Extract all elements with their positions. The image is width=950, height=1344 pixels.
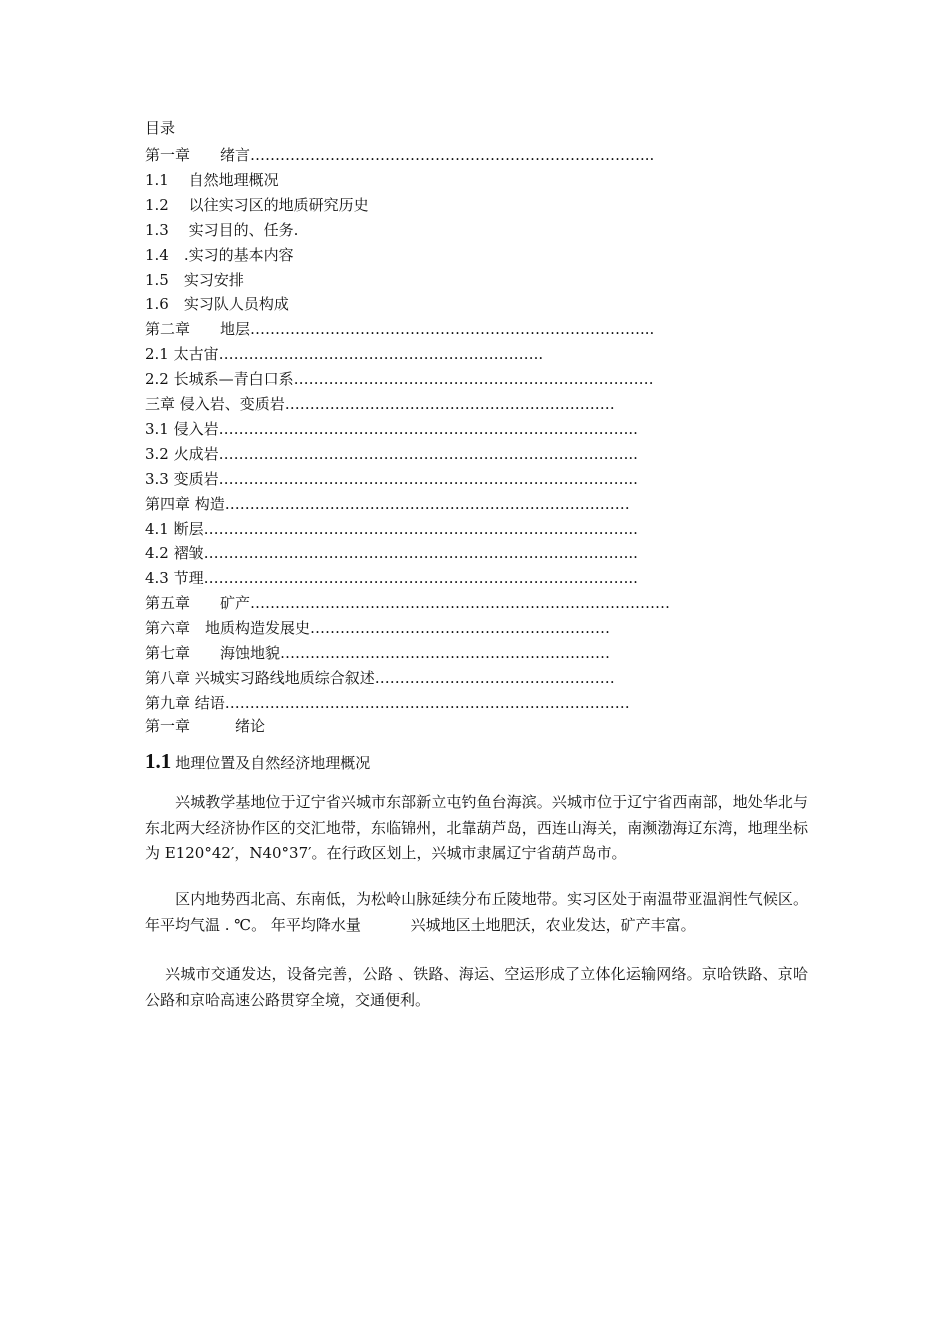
section-heading bbox=[145, 748, 370, 776]
toc-entry-leaders: ……………………………………………………………………… bbox=[224, 693, 630, 712]
toc-entry-text: 第四章 构造 bbox=[145, 494, 225, 513]
toc-entry-text: 1.2 以往实习区的地质研究历史 bbox=[145, 195, 369, 214]
toc-entry bbox=[145, 593, 670, 613]
toc-entry-text: 3.3 变质岩 bbox=[145, 469, 219, 488]
toc-entry-leaders: ……………………………………………………………………… bbox=[218, 419, 624, 438]
toc-entry bbox=[145, 693, 630, 713]
toc-entry bbox=[145, 294, 289, 314]
toc-entry bbox=[145, 220, 298, 240]
toc-entry-text: 第二章 地层 bbox=[145, 320, 251, 339]
toc-entry-leaders: ……………………………………………………… bbox=[218, 345, 534, 364]
toc-entry-leaders: ……………………………………………………………… bbox=[293, 370, 654, 389]
paragraph-climate: 区内地势西北高、东南低，为松岭山脉延续分布丘陵地带。实习区处于南温带亚温润性气候区。年平均气温 . ℃。 年平均降水量 兴城地区土地肥沃，农业发达，矿产丰富。 bbox=[145, 890, 808, 934]
toc-entry-leaders: ……………………………………………………………………… bbox=[224, 494, 630, 513]
toc-entry bbox=[145, 245, 294, 265]
toc-entry-text: 4.2 褶皱 bbox=[145, 544, 204, 563]
paragraph-location: 兴城教学基地位于辽宁省兴城市东部新立屯钓鱼台海滨。兴城市位于辽宁省西南部，地处华北与东北两大经济协作区的交汇地带，东临锦州，北靠葫芦岛，西连山海关，南濒渤海辽东湾，地理坐标为 E120°42′，N40°37′。在行政区划上，兴城市隶属辽宁省葫芦岛市。 bbox=[145, 793, 808, 863]
toc-entry-text: 4.3 节理 bbox=[145, 569, 204, 588]
toc-entry-leaders: ………………………………………………………… bbox=[284, 395, 615, 413]
toc-entry bbox=[145, 344, 543, 364]
toc-entry-leaders: ………………………………………………………………………… bbox=[203, 569, 624, 588]
toc-entry bbox=[145, 469, 638, 489]
toc-entry-tail: ... bbox=[623, 444, 638, 463]
toc-entry bbox=[145, 618, 610, 638]
chapter-heading: 第一章 绪论 bbox=[145, 717, 266, 735]
toc-entry-leaders: ………………………………………………………… bbox=[280, 644, 611, 662]
toc-entry-leaders: …………………………………………………………………… bbox=[250, 146, 641, 164]
section-title: 地理位置及自然经济地理概况 bbox=[175, 754, 371, 772]
toc-entry bbox=[145, 643, 610, 663]
toc-entry bbox=[145, 394, 615, 414]
toc-entry-text: 1.1 自然地理概况 bbox=[145, 170, 279, 189]
toc-entry bbox=[145, 444, 638, 464]
toc-entry-tail: ... bbox=[623, 469, 638, 488]
toc-entry-leaders: ………………………………………………………………………… bbox=[203, 519, 624, 538]
toc-entry-text: 1.5 实习安排 bbox=[145, 270, 244, 289]
toc-entry bbox=[145, 668, 615, 688]
toc-entry-leaders: ……………………………………………………………………… bbox=[218, 444, 624, 463]
paragraph-transport: 兴城市交通发达，设备完善，公路 、铁路、海运、空运形成了立体化运输网络。京哈铁路、京哈公路和京哈高速公路贯穿全境，交通便利。 bbox=[145, 965, 808, 1009]
toc-entry-text: 第五章 矿产 bbox=[145, 594, 251, 613]
toc-entry-tail: ... bbox=[640, 320, 655, 339]
toc-entry-text: 4.1 断层 bbox=[145, 519, 204, 538]
toc-entry-text: 1.4 .实习的基本内容 bbox=[145, 245, 294, 264]
toc-entry-text: 第一章 绪言 bbox=[145, 146, 251, 164]
toc-entry bbox=[145, 543, 638, 563]
section-number: 1.1 bbox=[145, 749, 172, 773]
toc-entry bbox=[145, 170, 279, 190]
toc-entry-leaders: ………………………………………………………………………… bbox=[250, 594, 671, 613]
toc-entry-text: 第八章 兴城实习路线地质综合叙述 bbox=[145, 668, 375, 687]
toc-entry bbox=[145, 568, 638, 588]
toc-entry-text: 第六章 地质构造发展史 bbox=[145, 619, 311, 638]
toc-entry bbox=[145, 195, 369, 215]
toc-entry-text: 三章 侵入岩、变质岩 bbox=[145, 395, 285, 413]
toc-entry bbox=[145, 319, 654, 339]
toc-entry-leaders: …………………………………………………… bbox=[310, 619, 611, 638]
toc-entry-text: 3.2 火成岩 bbox=[145, 444, 219, 463]
toc-entry-text: 1.6 实习队人员构成 bbox=[145, 295, 289, 314]
toc-entry-tail: ... bbox=[623, 519, 638, 538]
toc-entry-tail: ... bbox=[623, 419, 638, 438]
toc-entry bbox=[145, 369, 654, 389]
toc-entry-leaders: …………………………………………………………………… bbox=[250, 320, 641, 339]
toc-title: 目录 bbox=[145, 119, 176, 137]
toc-entry bbox=[145, 145, 654, 165]
toc-entry-tail: ... bbox=[640, 146, 655, 164]
toc-entry-text: 第七章 海蚀地貌 bbox=[145, 644, 281, 662]
toc-entry-text: 第九章 结语 bbox=[145, 693, 225, 712]
toc-entry-leaders: ………………………………………………………………………… bbox=[203, 544, 624, 563]
toc-entry-text: 3.1 侵入岩 bbox=[145, 419, 219, 438]
toc-entry-tail: ... bbox=[623, 544, 638, 563]
toc-entry bbox=[145, 270, 244, 290]
toc-entry-tail: .. bbox=[533, 345, 544, 364]
toc-entry bbox=[145, 419, 638, 439]
toc-entry-text: 2.1 太古宙 bbox=[145, 345, 219, 364]
toc-entry-text: 2.2 长城系—青白口系 bbox=[145, 370, 294, 389]
toc-entry-tail: ... bbox=[623, 569, 638, 588]
toc-entry bbox=[145, 494, 630, 514]
toc-entry-text: 1.3 实习目的、任务. bbox=[145, 220, 299, 239]
toc-entry-leaders: ……………………………………………………………………… bbox=[218, 469, 624, 488]
toc-entry bbox=[145, 519, 638, 539]
toc-entry-leaders: ………………………………………… bbox=[374, 668, 615, 687]
